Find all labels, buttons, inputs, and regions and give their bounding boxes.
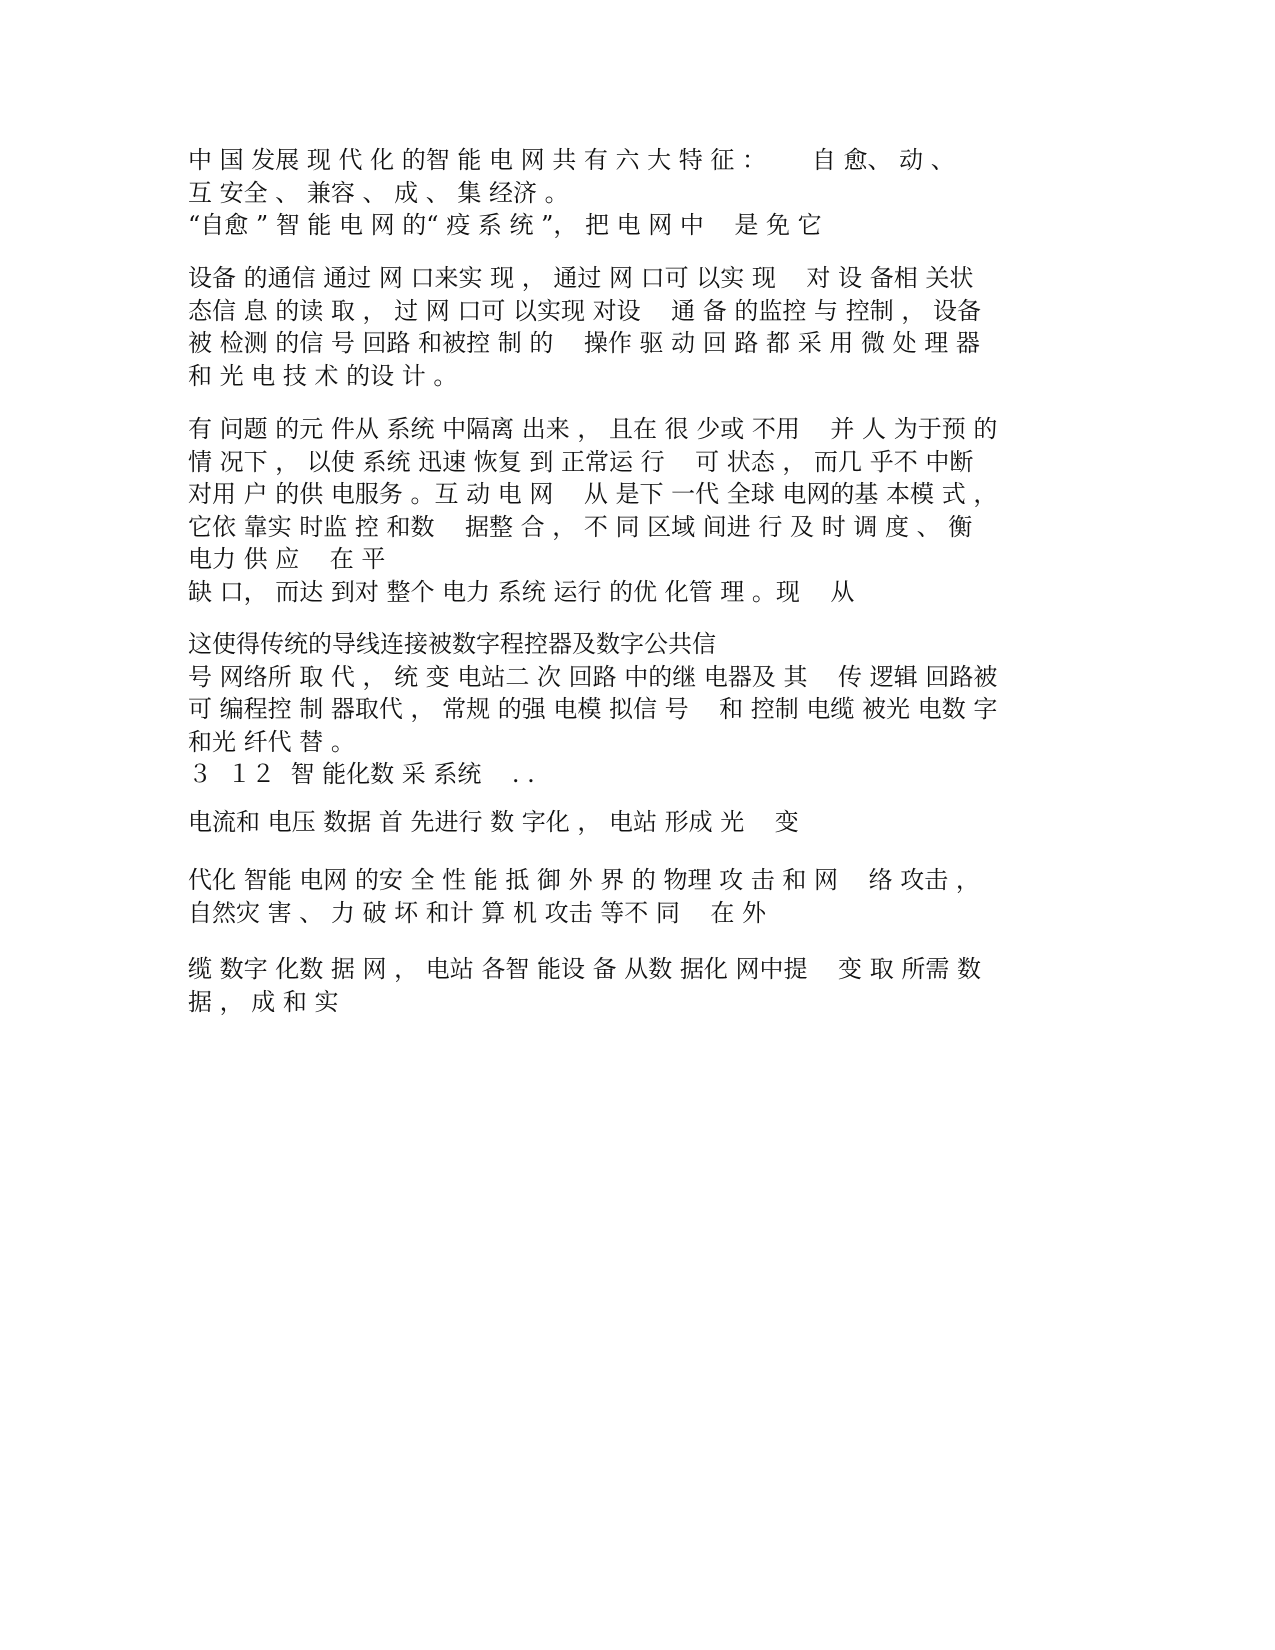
text-line: 设备 的通信 通过 网 口来实 现 ， 通过 网 口可 以实 现 对 设 备相 关状 [188, 264, 974, 292]
paragraph-1 [188, 144, 1108, 242]
text-line: 情 况下 ， 以使 系统 迅速 恢复 到 正常运 行 可 状态 ， 而几 乎不 中断 [188, 447, 974, 476]
text-line: 它依 靠实 时监 控 和数 据整 合 ， 不 同 区域 间进 行 及 时 调 度 、 衡 [188, 512, 973, 541]
text-line: 态信 息 的读 取 ， 过 网 口可 以实现 对设 通 备 的监控 与 控制 ， 设备 [188, 296, 981, 325]
section-heading: ３ １２ 智 能化数 采 系统 . . [188, 760, 535, 788]
text-line: 有 问题 的元 件从 系统 中隔离 出来 ， 且在 很 少或 不用 并 人 为于预 的 [188, 415, 998, 443]
paragraph-4 [188, 628, 1108, 791]
text-line: 电力 供 应 在 平 [188, 545, 386, 573]
paragraph-2 [188, 262, 1108, 392]
text-line: 互 安全 、 兼容 、 成 、 集 经济 。 [188, 178, 569, 207]
text-line: 电流和 电压 数据 首 先进行 数 字化 ， 电站 形成 光 变 [188, 808, 799, 836]
text-line: 中 国 发展 现 代 化 的智 能 电 网 共 有 六 大 特 征 ： 自 愈、 动 、 [188, 146, 955, 174]
text-line: 对用 户 的供 电服务 。互 动 电 网 从 是下 一代 全球 电网的基 本模 式 ， [188, 480, 998, 508]
paragraph-6 [188, 864, 1108, 929]
paragraph-7 [188, 953, 1108, 1018]
text-line: 被 检测 的信 号 回路 和被控 制 的 操作 驱 动 回 路 都 采 用 微 处 理 器 [188, 329, 980, 357]
text-line: 和 光 电 技 术 的设 计 。 [188, 361, 458, 390]
text-line: 自然灾 害 、 力 破 坏 和计 算 机 攻击 等不 同 在 外 [188, 898, 767, 927]
text-line: 和光 纤代 替 。 [188, 727, 355, 756]
paragraph-3 [188, 413, 1108, 608]
text-line: 缺 口， 而达 到对 整个 电力 系统 运行 的优 化管 理 。现 从 [188, 577, 855, 606]
text-line: 这使得传统的导线连接被数字程控器及数字公共信 [188, 630, 716, 658]
text-line: 缆 数字 化数 据 网 ， 电站 各智 能设 备 从数 据化 网中提 变 取 所需 数 [188, 955, 981, 983]
text-line: “自愈 ” 智 能 电 网 的“ 疫 系 统 ”， 把 电 网 中 是 免 它 [188, 211, 822, 239]
text-line: 可 编程控 制 器取代 ， 常规 的强 电模 拟信 号 和 控制 电缆 被光 电数 字 [188, 695, 998, 723]
text-line: 号 网络所 取 代 ， 统 变 电站二 次 回路 中的继 电器及 其 传 逻辑 回路被 [188, 662, 998, 691]
paragraph-5 [188, 806, 1108, 839]
text-line: 代化 智能 电网 的安 全 性 能 抵 御 外 界 的 物理 攻 击 和 网 络 攻击 ， [188, 866, 980, 894]
text-line: 据 ， 成 和 实 [188, 987, 339, 1016]
